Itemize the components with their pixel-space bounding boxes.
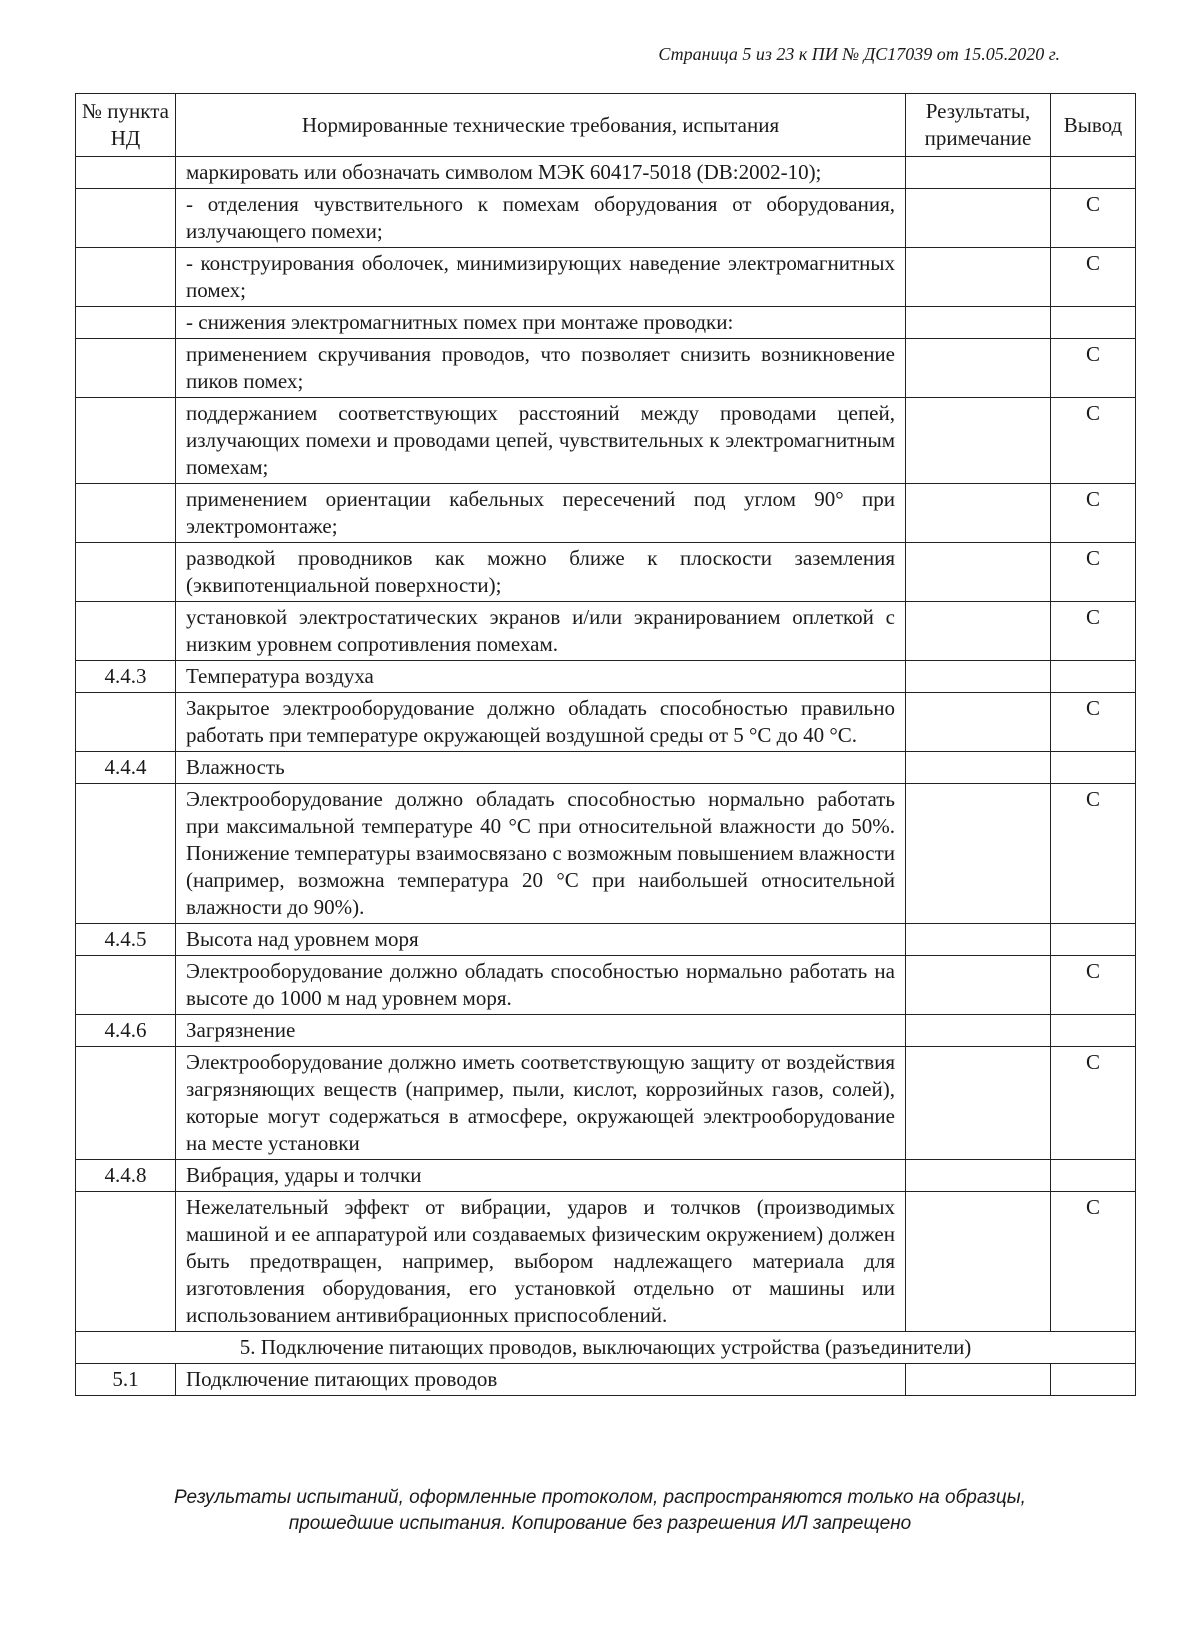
table-row xyxy=(76,752,1136,784)
footer-disclaimer xyxy=(0,1485,1200,1537)
result-cell xyxy=(906,1192,1051,1332)
clause-number-cell xyxy=(76,543,176,602)
table-row xyxy=(76,157,1136,189)
table-row xyxy=(76,248,1136,307)
requirement-text-cell: применением ориентации кабельных пересечений под углом 90° при электромонтаже; xyxy=(176,484,906,543)
clause-number-cell: 4.4.5 xyxy=(76,924,176,956)
table-row xyxy=(76,398,1136,484)
conclusion-cell: С xyxy=(1051,1047,1136,1160)
result-cell xyxy=(906,602,1051,661)
result-cell xyxy=(906,752,1051,784)
footer-line-2: прошедшие испытания. Копирование без разрешения ИЛ запрещено xyxy=(288,1513,912,1534)
result-cell xyxy=(906,1160,1051,1192)
table-row xyxy=(76,307,1136,339)
clause-number-cell xyxy=(76,1192,176,1332)
requirement-text-cell: - отделения чувствительного к помехам оборудования от оборудования, излучающего помехи; xyxy=(176,189,906,248)
table-row xyxy=(76,339,1136,398)
table-row xyxy=(76,1047,1136,1160)
table-row xyxy=(76,693,1136,752)
result-cell xyxy=(906,339,1051,398)
requirement-text-cell: установкой электростатических экранов и/или экранированием оплеткой с низким уровнем сопротивления помехам. xyxy=(176,602,906,661)
header-clause-number: № пункта НД xyxy=(76,94,176,157)
requirement-text-cell: - снижения электромагнитных помех при монтаже проводки: xyxy=(176,307,906,339)
clause-number-cell: 4.4.4 xyxy=(76,752,176,784)
table-header-row xyxy=(76,94,1136,157)
clause-number-cell xyxy=(76,398,176,484)
requirement-text-cell: поддержанием соответствующих расстояний между проводами цепей, излучающих помехи и проводами цепей, чувствительных к электромагнитным помехам; xyxy=(176,398,906,484)
conclusion-cell: С xyxy=(1051,602,1136,661)
result-cell xyxy=(906,307,1051,339)
section-row xyxy=(76,1332,1136,1364)
requirement-text-cell: разводкой проводников как можно ближе к плоскости заземления (эквипотенциальной поверхности); xyxy=(176,543,906,602)
page-header: Страница 5 из 23 к ПИ № ДС17039 от 15.05.2020 г. xyxy=(658,44,1060,64)
result-cell xyxy=(906,484,1051,543)
conclusion-cell: С xyxy=(1051,1192,1136,1332)
clause-number-cell xyxy=(76,484,176,543)
result-cell xyxy=(906,189,1051,248)
requirement-text-cell: Влажность xyxy=(176,752,906,784)
table-row xyxy=(76,1015,1136,1047)
footer-line-1: Результаты испытаний, оформленные протоколом, распространяются только на образцы, xyxy=(174,1487,1026,1508)
result-cell xyxy=(906,1364,1051,1396)
table-row xyxy=(76,543,1136,602)
header-requirements: Нормированные технические требования, испытания xyxy=(176,94,906,157)
result-cell xyxy=(906,1047,1051,1160)
requirement-text-cell: Загрязнение xyxy=(176,1015,906,1047)
requirement-text-cell: Нежелательный эффект от вибрации, ударов и толчков (производимых машиной и ее аппаратурой или создаваемых физическим окружением) должен быть предотвращен, например, выбором надлежащего материала для изготовления оборудования, его установкой отдельно от машины или использованием антивибрационных приспособлений. xyxy=(176,1192,906,1332)
table-row xyxy=(76,1364,1136,1396)
clause-number-cell: 4.4.8 xyxy=(76,1160,176,1192)
clause-number-cell xyxy=(76,189,176,248)
header-results: Результаты, примечание xyxy=(906,94,1051,157)
conclusion-cell: С xyxy=(1051,189,1136,248)
conclusion-cell xyxy=(1051,924,1136,956)
conclusion-cell: С xyxy=(1051,956,1136,1015)
table-row xyxy=(76,956,1136,1015)
requirement-text-cell: Подключение питающих проводов xyxy=(176,1364,906,1396)
conclusion-cell: С xyxy=(1051,543,1136,602)
clause-number-cell xyxy=(76,307,176,339)
conclusion-cell: С xyxy=(1051,693,1136,752)
table-row xyxy=(76,1160,1136,1192)
conclusion-cell: С xyxy=(1051,398,1136,484)
requirement-text-cell: Температура воздуха xyxy=(176,661,906,693)
table-row xyxy=(76,924,1136,956)
table-row xyxy=(76,602,1136,661)
requirement-text-cell: Электрооборудование должно обладать способностью нормально работать при максимальной температуре 40 °С при относительной влажности до 50%. Понижение температуры взаимосвязано с возможным повышением влажности (например, возможна температура 20 °С при наибольшей относительной влажности до 90%). xyxy=(176,784,906,924)
result-cell xyxy=(906,398,1051,484)
table-row xyxy=(76,661,1136,693)
table-body xyxy=(76,157,1136,1396)
requirement-text-cell: - конструирования оболочек, минимизирующих наведение электромагнитных помех; xyxy=(176,248,906,307)
clause-number-cell: 4.4.6 xyxy=(76,1015,176,1047)
result-cell xyxy=(906,1015,1051,1047)
table-row xyxy=(76,189,1136,248)
clause-number-cell xyxy=(76,956,176,1015)
table-row xyxy=(76,784,1136,924)
requirement-text-cell: Закрытое электрооборудование должно обладать способностью правильно работать при температуре окружающей воздушной среды от 5 °С до 40 °С. xyxy=(176,693,906,752)
clause-number-cell xyxy=(76,693,176,752)
clause-number-cell xyxy=(76,339,176,398)
clause-number-cell xyxy=(76,248,176,307)
header-conclusion: Вывод xyxy=(1051,94,1136,157)
conclusion-cell xyxy=(1051,307,1136,339)
table-row xyxy=(76,484,1136,543)
conclusion-cell xyxy=(1051,1160,1136,1192)
clause-number-cell xyxy=(76,1047,176,1160)
requirement-text-cell: маркировать или обозначать символом МЭК 60417-5018 (DB:2002-10); xyxy=(176,157,906,189)
clause-number-cell: 5.1 xyxy=(76,1364,176,1396)
result-cell xyxy=(906,543,1051,602)
table-row xyxy=(76,1192,1136,1332)
conclusion-cell xyxy=(1051,1364,1136,1396)
requirement-text-cell: Электрооборудование должно иметь соответствующую защиту от воздействия загрязняющих веществ (например, пыли, кислот, коррозийных газов, солей), которые могут содержаться в атмосфере, окружающей электрооборудование на месте установки xyxy=(176,1047,906,1160)
conclusion-cell: С xyxy=(1051,248,1136,307)
conclusion-cell xyxy=(1051,1015,1136,1047)
requirements-table xyxy=(75,93,1136,1396)
result-cell xyxy=(906,956,1051,1015)
conclusion-cell: С xyxy=(1051,484,1136,543)
clause-number-cell: 4.4.3 xyxy=(76,661,176,693)
requirement-text-cell: Вибрация, удары и толчки xyxy=(176,1160,906,1192)
conclusion-cell xyxy=(1051,157,1136,189)
result-cell xyxy=(906,924,1051,956)
requirement-text-cell: применением скручивания проводов, что позволяет снизить возникновение пиков помех; xyxy=(176,339,906,398)
conclusion-cell xyxy=(1051,661,1136,693)
requirement-text-cell: Высота над уровнем моря xyxy=(176,924,906,956)
clause-number-cell xyxy=(76,602,176,661)
result-cell xyxy=(906,248,1051,307)
result-cell xyxy=(906,157,1051,189)
result-cell xyxy=(906,661,1051,693)
section-title: 5. Подключение питающих проводов, выключающих устройства (разъединители) xyxy=(76,1332,1136,1364)
conclusion-cell xyxy=(1051,752,1136,784)
conclusion-cell: С xyxy=(1051,784,1136,924)
requirement-text-cell: Электрооборудование должно обладать способностью нормально работать на высоте до 1000 м над уровнем моря. xyxy=(176,956,906,1015)
result-cell xyxy=(906,784,1051,924)
conclusion-cell: С xyxy=(1051,339,1136,398)
clause-number-cell xyxy=(76,784,176,924)
result-cell xyxy=(906,693,1051,752)
clause-number-cell xyxy=(76,157,176,189)
